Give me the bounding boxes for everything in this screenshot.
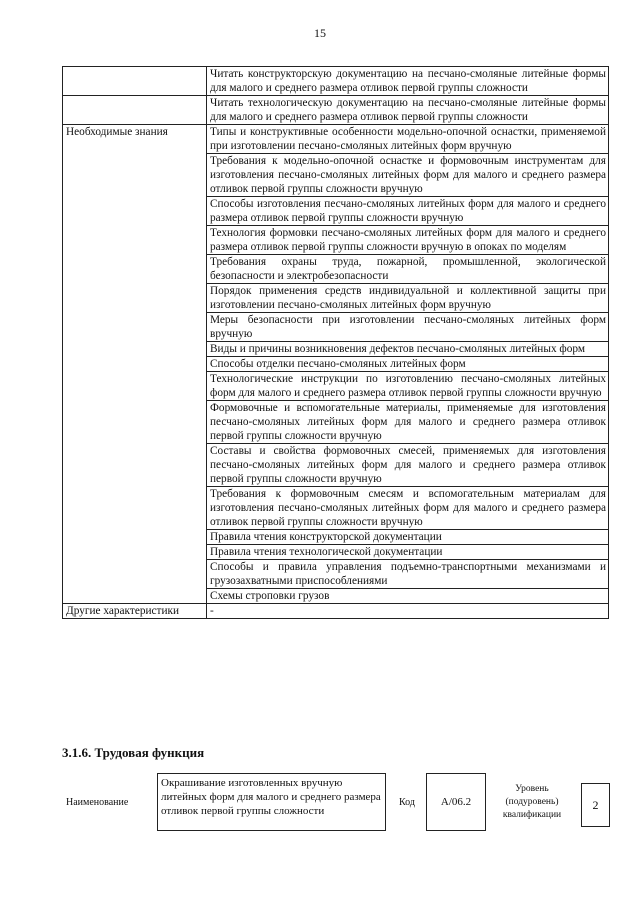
empty-label-cell <box>63 67 207 96</box>
table-cell: Схемы строповки грузов <box>207 589 609 604</box>
table-cell: Правила чтения технологической документации <box>207 545 609 560</box>
table-row <box>63 125 609 154</box>
empty-label-cell <box>63 96 207 125</box>
code-value: A/06.2 <box>426 773 486 831</box>
table-cell: Составы и свойства формовочных смесей, применяемых для изготовления песчано-смоляных литейных форм для малого и среднего размера отливок первой группы сложности вручную <box>207 444 609 487</box>
table-row <box>63 604 609 619</box>
table-cell: Правила чтения конструкторской документации <box>207 530 609 545</box>
table-cell: Требования к формовочным смесям и вспомогательным материалам для изготовления песчано-смоляных литейных форм для малого и среднего размера отливок первой группы сложности вручную <box>207 487 609 530</box>
table-cell: Меры безопасности при изготовлении песчано-смоляных литейных форм вручную <box>207 313 609 342</box>
labor-function-header <box>62 773 610 835</box>
table-cell: Читать конструкторскую документацию на песчано-смоляные литейные формы для малого и среднего размера отливок первой группы сложности <box>207 67 609 96</box>
table-cell: Способы изготовления песчано-смоляных литейных форм для малого и среднего размера отливок первой группы сложности вручную <box>207 197 609 226</box>
name-value: Окрашивание изготовленных вручную литейных форм для малого и среднего размера отливок первой группы сложности <box>157 773 386 831</box>
knowledge-label: Необходимые знания <box>63 125 207 604</box>
table-cell: Читать технологическую документацию на песчано-смоляные литейные формы для малого и среднего размера отливок первой группы сложности <box>207 96 609 125</box>
table-cell: Виды и причины возникновения дефектов песчано-смоляных литейных форм <box>207 342 609 357</box>
code-label: Код <box>399 797 415 808</box>
requirements-table <box>62 66 609 619</box>
table-cell: Технологические инструкции по изготовлению песчано-смоляных литейных форм для малого и среднего размера отливок первой группы сложности вручную <box>207 372 609 401</box>
page-number: 15 <box>314 26 326 40</box>
table-row <box>63 96 609 125</box>
section-heading: 3.1.6. Трудовая функция <box>62 745 205 760</box>
table-cell: Требования к модельно-опочной оснастке и формовочным инструментам для изготовления песчано-смоляных литейных форм для малого и среднего размера отливок первой группы сложности вручную <box>207 154 609 197</box>
table-cell: Требования охраны труда, пожарной, промышленной, экологической безопасности и электробезопасности <box>207 255 609 284</box>
table-cell: Формовочные и вспомогательные материалы, применяемые для изготовления песчано-смоляных литейных форм для малого и среднего размера отливок первой группы сложности вручную <box>207 401 609 444</box>
table-cell: Способы и правила управления подъемно-транспортными механизмами и грузозахватными приспособлениями <box>207 560 609 589</box>
level-label: Уровень (подуровень) квалификации <box>502 784 562 820</box>
other-characteristics-label: Другие характеристики <box>63 604 207 619</box>
table-cell: Способы отделки песчано-смоляных литейных форм <box>207 357 609 372</box>
table-cell: Типы и конструктивные особенности модельно-опочной оснастки, применяемой при изготовлении песчано-смоляных литейных форм вручную <box>207 125 609 154</box>
table-cell: Технология формовки песчано-смоляных литейных форм для малого и среднего размера отливок первой группы сложности вручную в опоках по моделям <box>207 226 609 255</box>
level-value: 2 <box>581 783 610 827</box>
table-cell: Порядок применения средств индивидуальной и коллективной защиты при изготовлении песчано-смоляных литейных форм вручную <box>207 284 609 313</box>
table-row <box>63 67 609 96</box>
other-characteristics-value: - <box>207 604 609 619</box>
name-label: Наименование <box>66 797 129 808</box>
